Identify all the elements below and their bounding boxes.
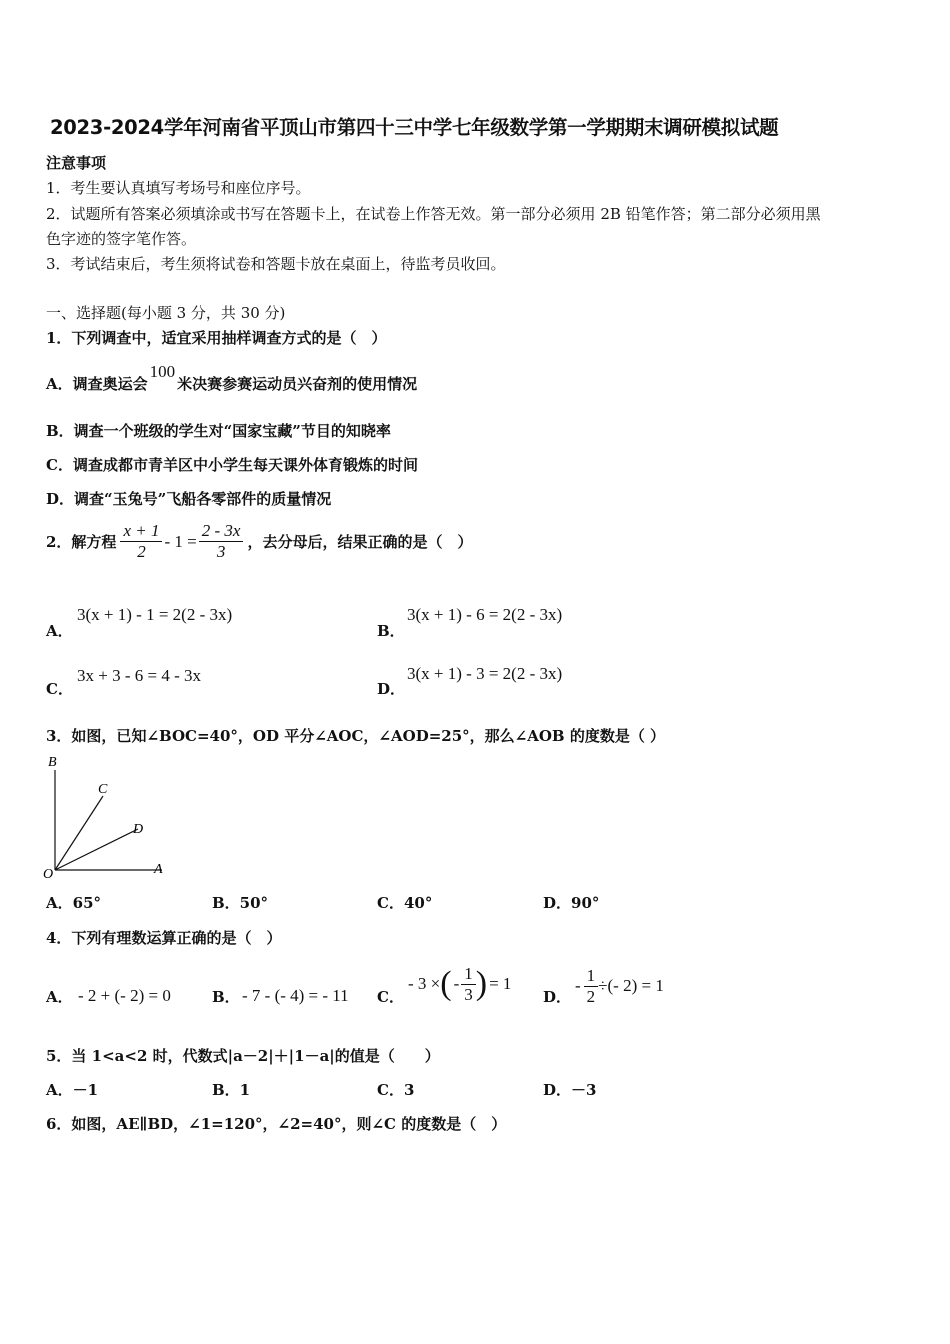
question-1-option-a — [46, 362, 418, 394]
ray-od — [55, 829, 138, 870]
question-3-option-a: A．65° — [46, 894, 102, 912]
note-item: 3．考试结束后，考生须将试卷和答题卡放在桌面上，待监考员收回。 — [46, 255, 506, 273]
q4-option-d-label: D． — [543, 988, 572, 1006]
fraction-numerator: x + 1 — [120, 521, 162, 542]
q4-c-fraction — [461, 964, 476, 1005]
question-3-option-d: D．90° — [543, 894, 600, 912]
q4-d-post: ÷(- 2) = 1 — [598, 976, 664, 995]
q4-d-pre: - — [575, 976, 581, 995]
question-3-option-c: C．40° — [377, 894, 433, 912]
question-4-stem: 4．下列有理数运算正确的是（ ） — [46, 929, 282, 947]
q4-option-a: - 2 + (- 2) = 0 — [78, 986, 171, 1005]
q4-c-frac-sign: - — [453, 974, 460, 993]
label-b: B — [48, 755, 57, 770]
q4-d-fraction — [584, 966, 599, 1007]
q2-fraction-1 — [120, 521, 162, 562]
question-5-option-d: D．－3 — [543, 1081, 597, 1099]
question-6-stem: 6．如图，AE∥BD，∠1=120°，∠2=40°，则∠C 的度数是（ ） — [46, 1115, 507, 1133]
q4-option-b-label: B． — [212, 988, 240, 1006]
right-paren-icon: ) — [475, 965, 488, 1002]
q2-middle: - 1 = — [164, 531, 197, 551]
q2-option-c: 3x + 3 - 6 = 4 - 3x — [77, 666, 201, 685]
notes-heading: 注意事项 — [46, 154, 107, 172]
option-a-prefix: A．调查奥运会 — [46, 375, 148, 393]
question-1-option-d: D．调查“玉兔号”飞船各零部件的质量情况 — [46, 490, 332, 508]
page-title: 2023-2024学年河南省平顶山市第四十三中学七年级数学第一学期期末调研模拟试题 — [50, 116, 779, 139]
question-3-stem: 3．如图，已知∠BOC=40°，OD 平分∠AOC，∠AOD=25°，那么∠AOB 的度数是（ ） — [46, 727, 666, 745]
left-paren-icon: ( — [440, 965, 452, 1002]
fraction-denominator: 3 — [216, 542, 226, 561]
question-3-option-b: B．50° — [212, 894, 269, 912]
label-o: O — [43, 867, 54, 880]
q2-option-c-label: C． — [46, 680, 73, 698]
q2-option-a: 3(x + 1) - 1 = 2(2 - 3x) — [77, 605, 233, 624]
angle-figure — [40, 750, 180, 880]
fraction-denominator: 3 — [464, 984, 473, 1004]
q4-option-c — [408, 960, 511, 1008]
section-heading: 一、选择题(每小题 3 分，共 30 分) — [46, 304, 286, 322]
fraction-denominator: 2 — [586, 986, 596, 1006]
q4-option-a-label: A． — [46, 988, 73, 1006]
q2-option-b-label: B． — [377, 622, 405, 640]
question-5-option-a: A．－1 — [46, 1081, 99, 1099]
q4-option-b: - 7 - (- 4) = - 11 — [242, 986, 349, 1005]
q2-suffix: ，去分母后，结果正确的是（ ） — [247, 533, 473, 551]
fraction-numerator: 1 — [461, 964, 476, 985]
question-1-stem: 1．下列调查中，适宜采用抽样调查方式的是（ ） — [46, 329, 387, 347]
fraction-numerator: 2 - 3x — [199, 521, 244, 542]
question-1-option-c: C．调查成都市青羊区中小学生每天课外体育锻炼的时间 — [46, 456, 418, 474]
q2-fraction-2 — [199, 521, 244, 562]
q2-option-d-label: D． — [377, 680, 406, 698]
label-c: C — [98, 782, 108, 797]
ray-oc — [55, 796, 103, 870]
q2-prefix: 2．解方程 — [46, 533, 117, 551]
option-a-suffix: 米决赛参赛运动员兴奋剂的使用情况 — [177, 375, 418, 393]
question-5-option-b: B．1 — [212, 1081, 251, 1099]
q2-option-d: 3(x + 1) - 3 = 2(2 - 3x) — [407, 664, 563, 683]
question-2-stem — [46, 521, 472, 562]
option-a-number: 100 — [149, 362, 176, 381]
note-item: 1．考生要认真填写考场号和座位序号。 — [46, 179, 311, 197]
label-a: A — [154, 862, 163, 877]
q4-option-c-label: C． — [377, 988, 404, 1006]
q2-option-a-label: A． — [46, 622, 73, 640]
note-item: 色字迹的签字笔作答。 — [46, 230, 197, 248]
label-d: D — [133, 822, 144, 837]
q2-option-b: 3(x + 1) - 6 = 2(2 - 3x) — [407, 605, 563, 624]
note-item: 2．试题所有答案必须填涂或书写在答题卡上，在试卷上作答无效。第一部分必须用 2B 铅笔作答；第二部分必须用黑 — [46, 205, 821, 223]
fraction-numerator: 1 — [584, 966, 599, 987]
fraction-denominator: 2 — [137, 542, 146, 561]
question-5-stem: 5．当 1<a<2 时，代数式|a－2|＋|1－a|的值是（ ） — [46, 1047, 440, 1065]
q4-c-pre: - 3 × — [408, 974, 441, 993]
question-5-option-c: C．3 — [377, 1081, 415, 1099]
question-1-option-b: B．调查一个班级的学生对“国家宝藏”节目的知晓率 — [46, 422, 391, 440]
q4-option-d — [575, 962, 664, 1010]
q4-c-post: = 1 — [489, 974, 512, 993]
